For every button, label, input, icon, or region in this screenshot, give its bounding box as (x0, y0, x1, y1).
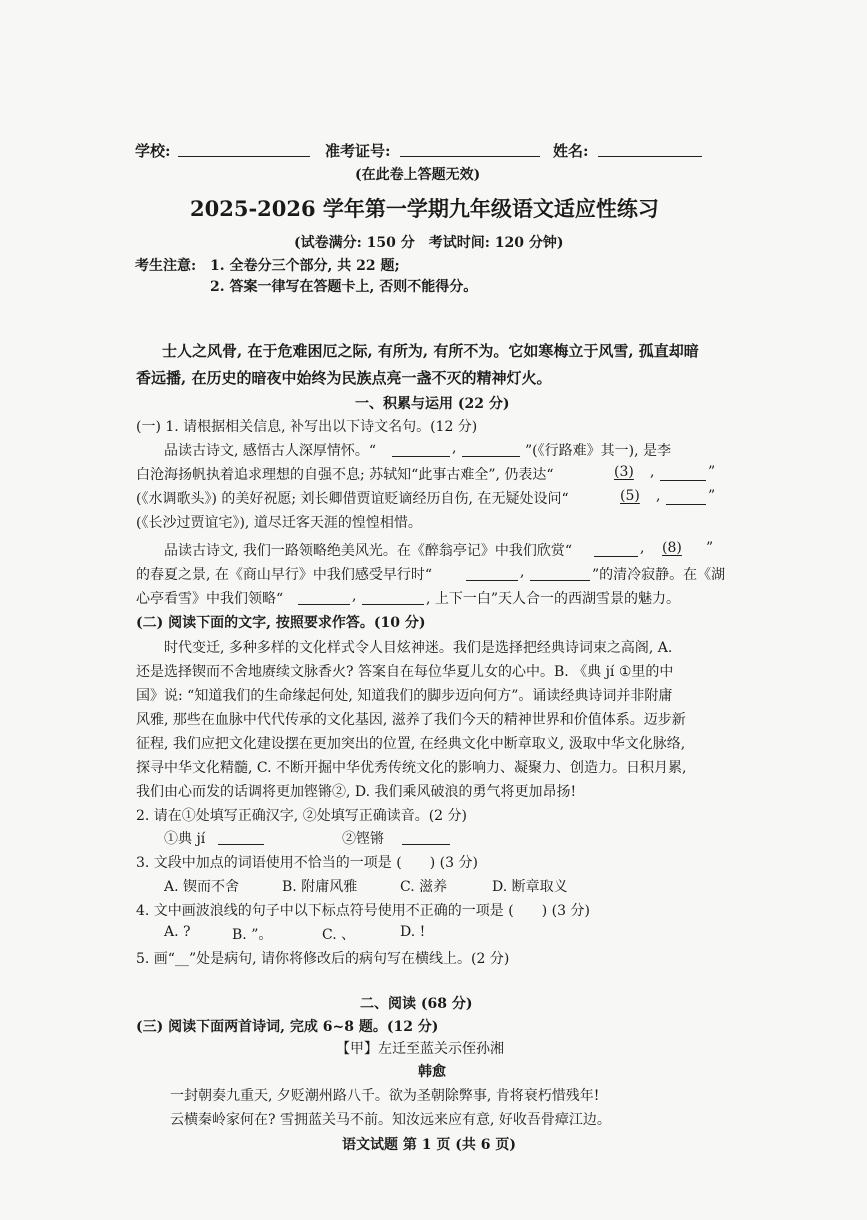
blank-2[interactable] (462, 456, 520, 457)
q2-4-option[interactable]: C. 、 (322, 927, 356, 943)
poem-title: 【甲】左迁至蓝关示侄孙湘 (336, 1041, 504, 1057)
q1-text-1b: ”(《行路难》其一), 是李 (525, 443, 671, 459)
blank-12[interactable] (362, 604, 424, 605)
q2-header: (二) 阅读下面的文字, 按照要求作答。(10 分) (136, 615, 426, 631)
section-heading-1: 一、积累与运用 (22 分) (355, 396, 510, 412)
q2-5: 5. 画“__”处是病句, 请你将修改后的病句写在横线上。(2 分) (136, 951, 510, 967)
passage-line: 探寻中华文化精髓, C. 不断开掘中华优秀传统文化的影响力、凝聚力、创造力。日积月累, (136, 760, 687, 776)
name-blank[interactable] (598, 156, 702, 157)
exam-number-blank[interactable] (400, 156, 540, 157)
q2-3: 3. 文段中加点的词语使用不恰当的一项是 ( ) (3 分) (136, 855, 478, 871)
q2-3-option[interactable]: A. 锲而不舍 (164, 879, 240, 895)
q1-text-3a: (《水调歌头》) 的美好祝愿; 刘长卿借贾谊贬谪经历自伤, 在无疑处设问“ (136, 491, 569, 507)
q1-text-7b: , 上下一白”天人合一的西湖雪景的魅力。 (426, 591, 681, 607)
q1-text-5a: 品读古诗文, 我们一路领略绝美风光。在《醉翁亭记》中我们欣赏“ (164, 543, 573, 559)
passage-line: 征程, 我们应把文化建设摆在更加突出的位置, 在经典文化中断章取义, 汲取中华文化脉络, (136, 736, 686, 752)
invalid-note: (在此卷上答题无效) (355, 167, 481, 183)
intro-line-1: 士人之风骨, 在于危难困厄之际, 有所为, 有所不为。它如寒梅立于风雪, 孤直却暗 (162, 342, 699, 360)
q2-4-option[interactable]: B. ”。 (232, 927, 273, 943)
school-blank[interactable] (178, 156, 310, 157)
passage-line: 还是选择锲而不舍地赓续文脉香火? 答案自在每位华夏儿女的心中。B. 《典 jí ①里的中 (136, 664, 674, 680)
blank-11[interactable] (298, 604, 350, 605)
passage-line: 国》说: “知道我们的生命缘起何处, 知道我们的脚步迈向何方”。诵读经典诗词并非附庸 (136, 688, 673, 704)
answer-blank-2[interactable] (402, 844, 450, 845)
blank-3-label[interactable]: (3) (614, 464, 634, 480)
page-title: 2025-2026 学年第一学期九年级语文适应性练习 (190, 196, 659, 221)
exam-page: 学校: 准考证号: 姓名: (在此卷上答题无效) 2025-2026 学年第一学期九年级语文适应性练习 (试卷满分: 150 分 考试时间: 120 分钟) 考生注意: 1. 全卷分三个部分, 共 22 题; 2. 答案一律写在答题卡上, 否则不能得分。 士人之风骨, 在于危难困厄之际, 有所为, 有所不为。它如寒梅立于风雪, 孤直却暗 香远播, 在历史的暗夜中始终为民族点亮一盏不灭的精神灯火。 一、积累与运用 (22 分) (一) 1. 请根据相关信息, 补写出以下诗文名句。(12 分) 品读古诗文, 感悟古人深厚情怀。“ , ”(《行路难》其一), 是李 白沧海扬帆执着追求理想的自强不息; 苏轼知“此事古难全”, 仍表达“ (3) , ” (《水调歌头》) 的美好祝愿; 刘长卿借贾谊贬谪经历自伤, 在无疑处设问“ (5) , ” (《长沙过贾谊宅》), 道尽迁客天涯的惶惶相惜。 品读古诗文, 我们一路领略绝美风光。在《醉翁亭记》中我们欣赏“ , (8) ” 的春夏之景, 在《商山早行》中我们感受早行时“ , ”的清冷寂静。在《湖 心亭看雪》中我们领略“ , , 上下一白”天人合一的西湖雪景的魅力。 (二) 阅读下面的文字, 按照要求作答。(10 分) 时代变迁, 多种多样的文化样式令人目炫神迷。我们是选择把经典诗词束之高阁, A. 还是选择锲而不舍地赓续文脉香火? 答案自在每位华夏儿女的心中。B. 《典 jí ①里的中 国》说: “知道我们的生命缘起何处, 知道我们的脚步迈向何方”。诵读经典诗词并非附庸 风雅, 那些在血脉中代代传承的文化基因, 滋养了我们今天的精神世界和价值体系。迈步新 征程, 我们应把文化建设摆在更加突出的位置, 在经典文化中断章取义, 汲取中华文化脉络, 探寻中华文化精髓, C. 不断开掘中华优秀传统文化的影响力、凝聚力、创造力。日积月累, 我们由心而发的话调将更加铿锵②, D. 我们乘风破浪的勇气将更加昂扬! 2. 请在①处填写正确汉字, ②处填写正确读音。(2 分) ①典 jí ②铿锵 3. 文段中加点的词语使用不恰当的一项是 ( ) (3 分) A. 锲而不舍 B. 附庸风雅 C. 滋养 D. 断章取义 4. 文中画波浪线的句子中以下标点符号使用不正确的一项是 ( ) (3 分) A. ? B. ”。 C. 、 D. ! 5. 画“__”处是病句, 请你将修改后的病句写在横线上。(2 分) 二、阅读 (68 分) (三) 阅读下面两首诗词, 完成 6~8 题。(12 分) 【甲】左迁至蓝关示侄孙湘 韩愈 一封朝奏九重天, 夕贬潮州路八千。欲为圣朝除弊事, 肯将衰朽惜残年! 云横秦岭家何在? 雪拥蓝关马不前。知汝远来应有意, 好收吾骨瘴江边。 语文试题 第 1 页 (共 6 页) (135, 142, 726, 1153)
blank-5-label[interactable]: (5) (620, 488, 640, 504)
q1-text-4: (《长沙过贾谊宅》), 道尽迁客天涯的惶惶相惜。 (136, 515, 422, 531)
poem-author: 韩愈 (418, 1064, 446, 1080)
q2-3-option[interactable]: C. 滋养 (400, 879, 448, 895)
passage-line: 风雅, 那些在血脉中代代传承的文化基因, 滋养了我们今天的精神世界和价值体系。迈步新 (136, 712, 686, 728)
blank-9[interactable] (466, 580, 518, 581)
blank-8-label[interactable]: (8) (662, 540, 682, 556)
q2-2: 2. 请在①处填写正确汉字, ②处填写正确读音。(2 分) (136, 808, 467, 824)
q2-4: 4. 文中画波浪线的句子中以下标点符号使用不正确的一项是 ( ) (3 分) (136, 903, 590, 919)
notice-item-1: 1. 全卷分三个部分, 共 22 题; (210, 258, 400, 274)
q2-2-b-label: ②铿锵 (342, 831, 384, 847)
q2-3-option[interactable]: D. 断章取义 (492, 879, 568, 895)
blank-6[interactable] (666, 504, 706, 505)
blank-4[interactable] (660, 480, 706, 481)
q2-4-option[interactable]: D. ! (400, 924, 426, 940)
q2-2-a-label: ①典 jí (164, 831, 206, 847)
q3-header: (三) 阅读下面两首诗词, 完成 6~8 题。(12 分) (136, 1019, 439, 1035)
page-footer: 语文试题 第 1 页 (共 6 页) (342, 1137, 516, 1153)
subtitle: (试卷满分: 150 分 考试时间: 120 分钟) (294, 235, 564, 251)
answer-blank-1[interactable] (218, 844, 264, 845)
q1-text-2a: 白沧海扬帆执着追求理想的自强不息; 苏轼知“此事古难全”, 仍表达“ (136, 467, 554, 483)
q1-header: (一) 1. 请根据相关信息, 补写出以下诗文名句。(12 分) (136, 419, 478, 435)
q1-text-6b: ”的清冷寂静。在《湖 (592, 567, 726, 583)
blank-7[interactable] (594, 556, 638, 557)
q1-text-7a: 心亭看雪》中我们领略“ (136, 591, 284, 607)
q1-text-6a: 的春夏之景, 在《商山早行》中我们感受早行时“ (136, 567, 433, 583)
name-label: 姓名: (553, 142, 589, 160)
q2-4-option[interactable]: A. ? (164, 924, 191, 940)
notice-label: 考生注意: (135, 258, 197, 274)
exam-number-label: 准考证号: (325, 142, 391, 160)
poem-line-2: 云横秦岭家何在? 雪拥蓝关马不前。知汝远来应有意, 好收吾骨瘴江边。 (170, 1112, 611, 1128)
poem-line-1: 一封朝奏九重天, 夕贬潮州路八千。欲为圣朝除弊事, 肯将衰朽惜残年! (170, 1088, 600, 1104)
passage-line: 时代变迁, 多种多样的文化样式令人目炫神迷。我们是选择把经典诗词束之高阁, A. (164, 640, 673, 656)
passage-line: 我们由心而发的话调将更加铿锵②, D. 我们乘风破浪的勇气将更加昂扬! (136, 784, 577, 800)
blank-10[interactable] (530, 580, 590, 581)
intro-line-2: 香远播, 在历史的暗夜中始终为民族点亮一盏不灭的精神灯火。 (136, 369, 552, 387)
section-heading-2: 二、阅读 (68 分) (360, 996, 473, 1012)
notice-item-2: 2. 答案一律写在答题卡上, 否则不能得分。 (210, 279, 478, 295)
blank-1[interactable] (392, 456, 450, 457)
school-label: 学校: (135, 142, 171, 160)
q1-text-1a: 品读古诗文, 感悟古人深厚情怀。“ (164, 443, 377, 459)
q2-3-option[interactable]: B. 附庸风雅 (282, 879, 358, 895)
